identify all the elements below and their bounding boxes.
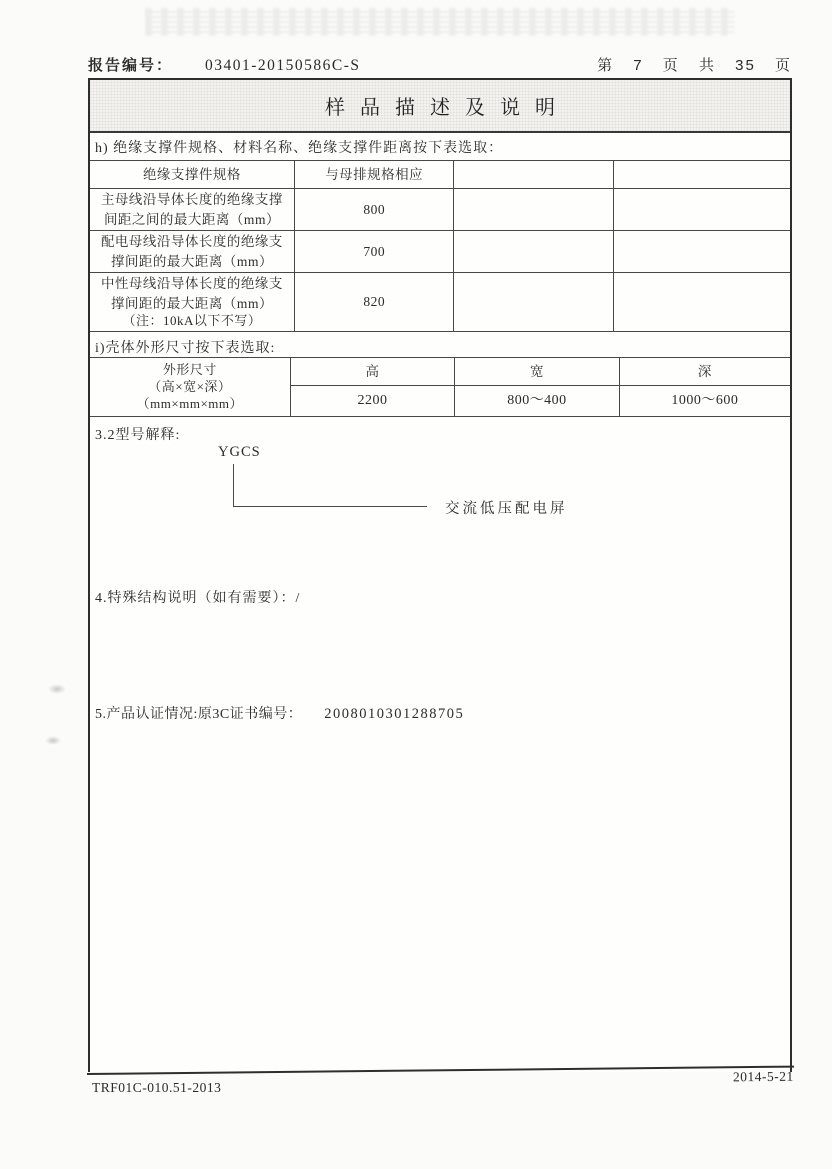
certificate-number: 2008010301288705 xyxy=(324,706,465,723)
empty-cell xyxy=(614,231,790,273)
scan-smudge xyxy=(48,684,66,694)
row-value-cell: 800 xyxy=(294,189,454,231)
row-label-cell xyxy=(90,273,294,332)
model-explanation-section xyxy=(90,417,790,535)
table-header-row xyxy=(90,358,790,386)
title-band xyxy=(90,80,790,133)
empty-cell xyxy=(454,189,614,231)
row-value-cell: 820 xyxy=(294,273,454,332)
insulation-support-table xyxy=(90,160,790,332)
dimensions-label-line: 外形尺寸 xyxy=(162,361,217,377)
page-number-info: 第 7 页 共 35 页 xyxy=(597,57,792,74)
dimensions-label-line: （mm×mm×mm） xyxy=(136,395,244,411)
model-explanation-heading: 3.2型号解释: xyxy=(95,428,181,444)
report-number-label: 报告编号： xyxy=(88,57,174,74)
empty-cell xyxy=(454,273,614,332)
empty-cell xyxy=(614,189,790,231)
document-frame xyxy=(88,78,792,1072)
header-cell-height: 高 xyxy=(290,358,455,386)
enclosure-dimensions-table xyxy=(90,357,790,417)
callout-label: 交流低压配电屏 xyxy=(445,501,568,518)
header-cell-width: 宽 xyxy=(455,358,620,386)
row-label-cell: 配电母线沿导体长度的绝缘支撑间距的最大距离（mm） xyxy=(90,231,294,273)
row-value-cell: 700 xyxy=(294,231,454,273)
empty-cell xyxy=(454,231,614,273)
header-cell-depth: 深 xyxy=(619,358,790,386)
page-title: 样品描述及说明 xyxy=(325,97,570,119)
scan-noise-artifact xyxy=(145,8,735,36)
special-structure-section: 4.特殊结构说明（如有需要）：/ xyxy=(95,591,301,607)
row-label-text: 中性母线沿导体长度的绝缘支撑间距的最大距离（mm） xyxy=(100,276,283,311)
table-header-row xyxy=(90,161,790,189)
header-cell: 绝缘支撑件规格 xyxy=(90,161,294,189)
report-number-value: 03401-20150586C-S xyxy=(205,57,361,74)
footer-document-code: TRF01C-010.51-2013 xyxy=(92,1080,222,1095)
model-code-text: YGCS xyxy=(218,444,261,461)
certification-section xyxy=(90,703,790,723)
empty-cell xyxy=(614,273,790,332)
dimensions-label-cell xyxy=(90,358,290,417)
row-label-note: （注：10kA以下不写） xyxy=(122,313,262,329)
value-cell-height: 2200 xyxy=(290,386,455,417)
header-cell: 与母排规格相应 xyxy=(294,161,454,189)
footer-date: 2014-5-21 xyxy=(733,1068,795,1085)
row-label-cell: 主母线沿导体长度的绝缘支撑间距之间的最大距离（mm） xyxy=(90,189,294,231)
callout-connector-line xyxy=(233,464,427,507)
table-row xyxy=(90,231,790,273)
dimensions-label-line: （高×宽×深） xyxy=(148,378,232,394)
section-i-heading: i)壳体外形尺寸按下表选取: xyxy=(95,341,276,357)
table-row xyxy=(90,189,790,231)
section-h-heading: h) 绝缘支撑件规格、材料名称、绝缘支撑件距离按下表选取： xyxy=(95,141,504,156)
scan-smudge xyxy=(45,736,61,745)
value-cell-width: 800～400 xyxy=(455,386,620,417)
table-row xyxy=(90,273,790,332)
header-cell-empty xyxy=(454,161,614,189)
value-cell-depth: 1000～600 xyxy=(619,386,790,417)
header-cell-empty xyxy=(614,161,790,189)
certification-label: 5.产品认证情况:原3C证书编号： xyxy=(95,707,303,723)
page-header xyxy=(88,53,792,75)
